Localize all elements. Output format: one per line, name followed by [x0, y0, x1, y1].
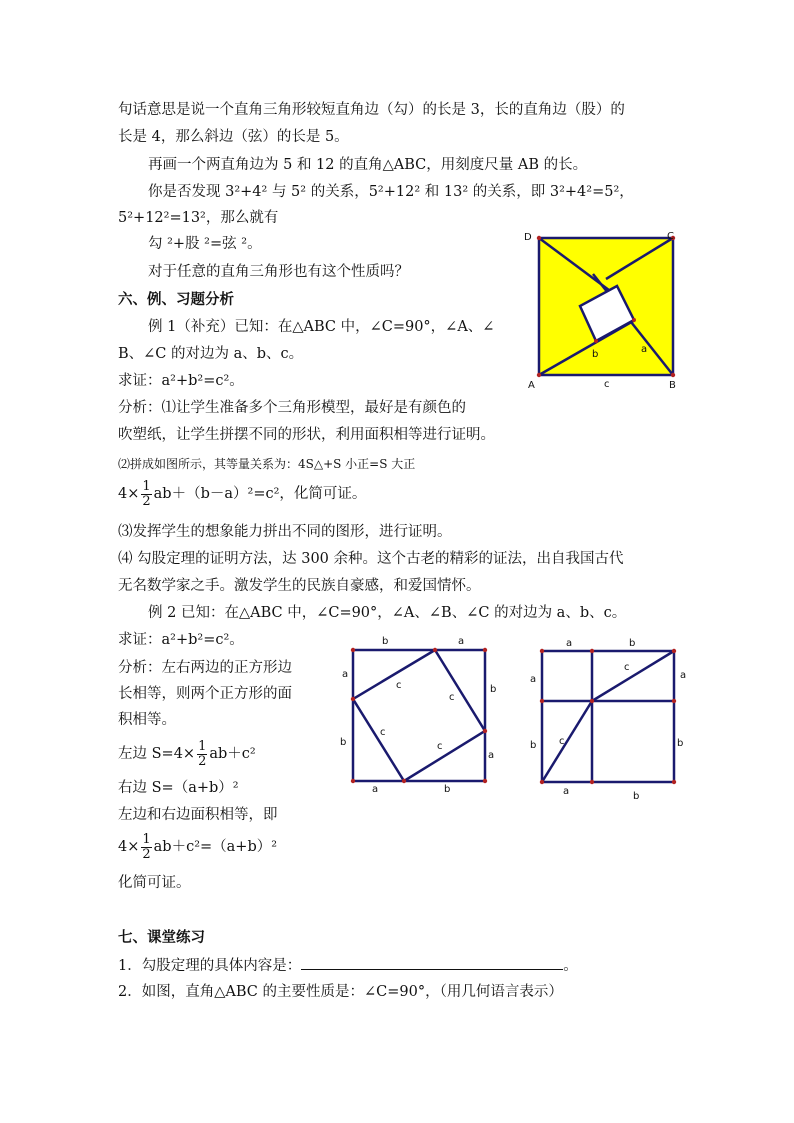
- vertex-dot: [671, 373, 675, 377]
- vertex-dot: [672, 699, 676, 703]
- text-line: 积相等。: [118, 712, 176, 728]
- text-line: 长相等，则两个正方形的面: [118, 686, 292, 702]
- fraction-numerator: 1: [198, 738, 207, 754]
- formula-suffix: ab＋（b－a）²=c²，化简可证。: [153, 486, 367, 502]
- vertex-dot: [590, 780, 594, 784]
- label-b: b: [592, 349, 599, 360]
- vertex-dot: [540, 649, 544, 653]
- figure-pythagoras-square-yellow: [522, 226, 682, 392]
- vertex-dot: [632, 318, 636, 322]
- formula-line: [118, 733, 256, 775]
- label-a: a: [641, 344, 648, 355]
- text-line: ⑶发挥学生的想象能力拼出不同的图形，进行证明。: [118, 524, 452, 540]
- label-c: c: [624, 662, 630, 673]
- text-line: 你是否发现 3²+4² 与 5² 的关系，5²+12² 和 13² 的关系，即 3²+4²=5²，: [148, 184, 634, 200]
- formula-prefix: 4×: [118, 486, 140, 502]
- text-line: 分析：⑴让学生准备多个三角形模型，最好是有颜色的: [118, 400, 466, 416]
- exercise-prompt: 1．勾股定理的具体内容是：: [118, 958, 302, 974]
- figure-right-square: [526, 632, 702, 804]
- vertex-dot: [402, 779, 406, 783]
- label-a: a: [563, 786, 570, 797]
- vertex-dot: [483, 779, 487, 783]
- label-A: A: [528, 380, 535, 391]
- label-c: c: [396, 680, 402, 691]
- outer-square: [353, 650, 485, 781]
- label-a: a: [530, 674, 537, 685]
- vertex-dot: [540, 699, 544, 703]
- inner-square: [353, 650, 485, 781]
- vertex-dot: [672, 780, 676, 784]
- label-D: D: [524, 232, 532, 243]
- vertex-dot: [590, 649, 594, 653]
- label-b: b: [340, 737, 347, 748]
- fraction-numerator: 1: [142, 831, 151, 847]
- text-line: 对于任意的直角三角形也有这个性质吗？: [148, 264, 409, 280]
- formula-line: [118, 473, 366, 515]
- text-line: 再画一个两直角边为 5 和 12 的直角△ABC，用刻度尺量 AB 的长。: [148, 157, 588, 173]
- label-c: c: [380, 727, 386, 738]
- fraction-denominator: 2: [142, 846, 151, 862]
- vertex-dot: [351, 648, 355, 652]
- label-c: c: [449, 692, 455, 703]
- label-a: a: [458, 636, 465, 647]
- text-line: 勾 ²+股 ²=弦 ²。: [148, 236, 262, 252]
- exercise-line: [118, 955, 578, 976]
- segment: [542, 701, 592, 782]
- vertex-dot: [351, 697, 355, 701]
- text-line: 长是 4，那么斜边（弦）的长是 5。: [118, 129, 349, 145]
- text-line: 化简可证。: [118, 875, 191, 891]
- vertex-dot: [433, 648, 437, 652]
- label-a: a: [566, 638, 573, 649]
- vertex-dot: [483, 729, 487, 733]
- label-b: b: [382, 636, 389, 647]
- text-line: 2．如图，直角△ABC 的主要性质是：∠C=90°，（用几何语言表示）: [118, 984, 563, 1000]
- fraction: [141, 480, 151, 509]
- formula-line: [118, 826, 277, 868]
- label-c: c: [437, 741, 443, 752]
- formula-suffix: ab＋c²: [209, 746, 256, 762]
- text-line: 5²+12²=13²，那么就有: [118, 210, 279, 226]
- fraction-denominator: 2: [198, 753, 207, 769]
- text-line: ⑷ 勾股定理的证明方法，达 300 余种。这个古老的精彩的证法，出自我国古代: [118, 551, 624, 567]
- text-line: 例 2 已知：在△ABC 中，∠C=90°，∠A、∠B、∠C 的对边为 a、b、c。: [148, 605, 627, 621]
- label-b: b: [677, 738, 684, 749]
- figure-left-square: [334, 632, 510, 802]
- text-line: 吹塑纸，让学生拼摆不同的形状，利用面积相等进行证明。: [118, 427, 495, 443]
- label-b: b: [444, 784, 451, 795]
- label-c: c: [604, 379, 610, 390]
- label-B: B: [669, 380, 676, 391]
- label-b: b: [530, 740, 537, 751]
- text-line: 右边 S=（a+b）²: [118, 780, 239, 796]
- formula-suffix: ab＋c²=（a+b）²: [153, 839, 278, 855]
- outer-square: [542, 651, 674, 782]
- vertex-dot: [537, 373, 541, 377]
- fraction-denominator: 2: [142, 493, 151, 509]
- text-line: 左边和右边面积相等，即: [118, 807, 278, 823]
- formula-prefix: 4×: [118, 839, 140, 855]
- vertex-dot: [590, 699, 594, 703]
- answer-blank[interactable]: [301, 955, 563, 970]
- fraction: [197, 740, 207, 769]
- label-c: c: [559, 736, 565, 747]
- text-line: 求证：a²+b²=c²。: [118, 373, 244, 389]
- text-line: 例 1（补充）已知：在△ABC 中，∠C=90°，∠A、∠: [148, 319, 495, 335]
- label-a: a: [372, 784, 379, 795]
- text-line: 无名数学家之手。激发学生的民族自豪感，和爱国情怀。: [118, 578, 481, 594]
- fraction: [141, 833, 151, 862]
- segment: [592, 651, 674, 701]
- text-line: 求证：a²+b²=c²。: [118, 632, 244, 648]
- vertex-dot: [351, 779, 355, 783]
- vertex-dot: [483, 648, 487, 652]
- fraction-numerator: 1: [142, 478, 151, 494]
- section-heading: 七、课堂练习: [118, 929, 205, 946]
- label-b: b: [633, 791, 640, 802]
- text-line: 句话意思是说一个直角三角形较短直角边（勾）的长是 3，长的直角边（股）的: [118, 102, 625, 118]
- formula-prefix: 左边 S=4×: [118, 746, 196, 762]
- text-line: 分析：左右两边的正方形边: [118, 660, 292, 676]
- label-a: a: [680, 670, 687, 681]
- vertex-dot: [537, 236, 541, 240]
- text-line: B、∠C 的对边为 a、b、c。: [118, 346, 304, 362]
- label-b: b: [490, 684, 497, 695]
- section-heading: 六、例、习题分析: [118, 291, 234, 308]
- vertex-dot: [594, 339, 598, 343]
- label-a: a: [488, 750, 495, 761]
- text-line: ⑵拼成如图所示，其等量关系为：4S△+S 小正=S 大正: [118, 457, 416, 471]
- vertex-dot: [672, 649, 676, 653]
- exercise-end: 。: [563, 958, 578, 974]
- label-b: b: [629, 638, 636, 649]
- vertex-dot: [540, 780, 544, 784]
- label-a: a: [342, 669, 349, 680]
- label-C: C: [667, 231, 674, 242]
